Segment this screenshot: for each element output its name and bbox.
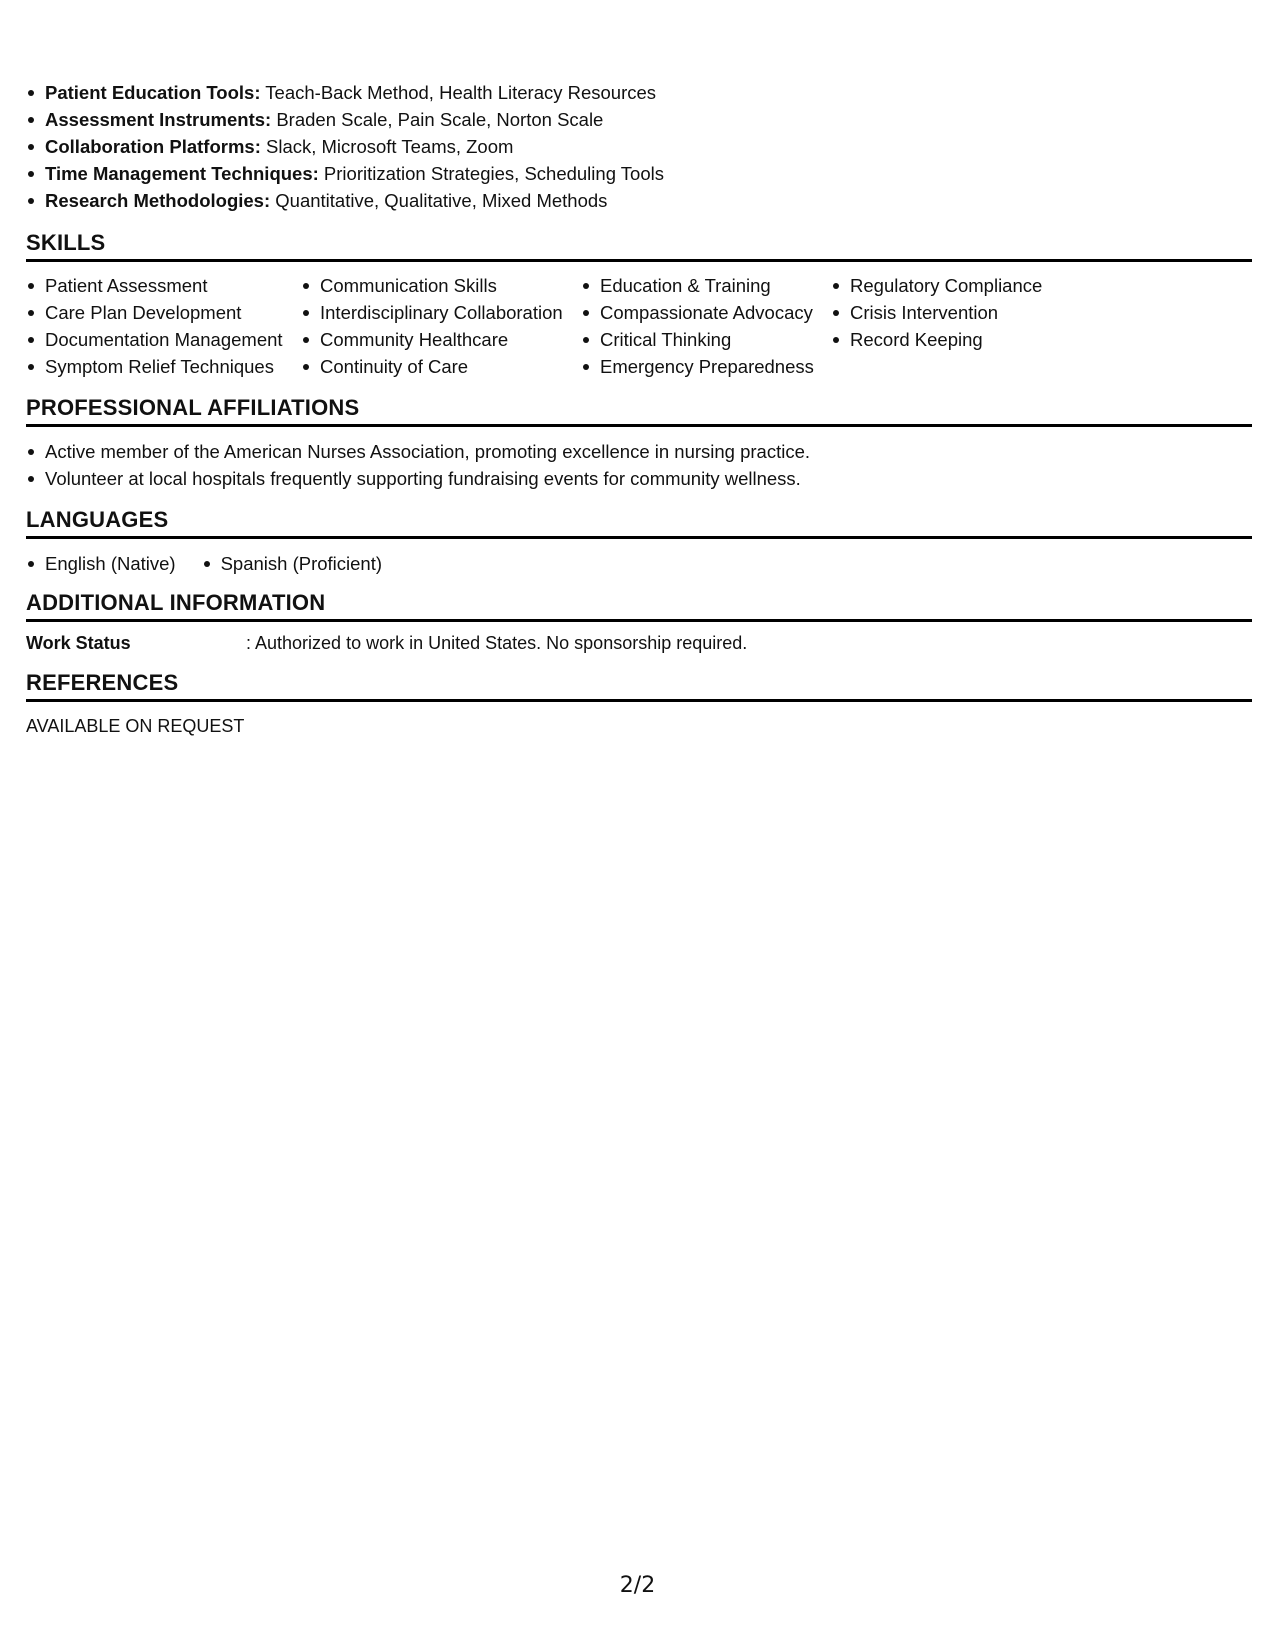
additional-info-heading: ADDITIONAL INFORMATION (26, 589, 1252, 622)
tools-term: Time Management Techniques: (45, 163, 319, 184)
tools-item (26, 133, 664, 160)
tools-term: Assessment Instruments: (45, 109, 272, 130)
affiliation-item: Active member of the American Nurses Association, promoting excellence in nursing practice. (26, 438, 810, 465)
skills-column (831, 272, 1091, 380)
skill-item: Regulatory Compliance (831, 272, 1091, 299)
skill-item: Continuity of Care (301, 353, 581, 380)
affiliations-list (26, 438, 810, 492)
skills-grid (26, 272, 1091, 380)
skills-column (26, 272, 301, 380)
skill-item: Crisis Intervention (831, 299, 1091, 326)
tools-list (26, 79, 664, 214)
skill-item: Interdisciplinary Collaboration (301, 299, 581, 326)
tools-item (26, 187, 664, 214)
skills-column (301, 272, 581, 380)
skill-item: Documentation Management (26, 326, 301, 353)
skill-item: Patient Assessment (26, 272, 301, 299)
tools-item (26, 79, 664, 106)
tools-item (26, 160, 664, 187)
skill-item: Communication Skills (301, 272, 581, 299)
skill-item: Community Healthcare (301, 326, 581, 353)
affiliations-heading: PROFESSIONAL AFFILIATIONS (26, 394, 1252, 427)
tools-term: Collaboration Platforms: (45, 136, 261, 157)
language-item: English (Native) (26, 550, 176, 577)
work-status-label: Work Status (26, 633, 131, 653)
skill-item: Care Plan Development (26, 299, 301, 326)
tools-item (26, 106, 664, 133)
skill-item: Symptom Relief Techniques (26, 353, 301, 380)
work-status-value: : Authorized to work in United States. No sponsorship required. (246, 633, 748, 653)
tools-value: Quantitative, Qualitative, Mixed Methods (270, 190, 608, 211)
languages-list (26, 550, 408, 577)
skill-item: Emergency Preparedness (581, 353, 831, 380)
skill-item: Critical Thinking (581, 326, 831, 353)
skills-column (581, 272, 831, 380)
references-text: AVAILABLE ON REQUEST (26, 716, 245, 736)
tools-value: Slack, Microsoft Teams, Zoom (260, 136, 514, 157)
skill-item: Compassionate Advocacy (581, 299, 831, 326)
tools-value: Teach-Back Method, Health Literacy Resources (260, 82, 657, 103)
tools-value: Prioritization Strategies, Scheduling Tools (318, 163, 664, 184)
languages-heading: LANGUAGES (26, 506, 1252, 539)
skills-heading: SKILLS (26, 229, 1252, 262)
skill-item: Education & Training (581, 272, 831, 299)
references-heading: REFERENCES (26, 669, 1252, 702)
tools-term: Research Methodologies: (45, 190, 271, 211)
skill-item: Record Keeping (831, 326, 1091, 353)
language-item: Spanish (Proficient) (202, 550, 382, 577)
page-number: 2/2 (619, 1573, 656, 1598)
affiliation-item: Volunteer at local hospitals frequently supporting fundraising events for community wellness. (26, 465, 810, 492)
tools-value: Braden Scale, Pain Scale, Norton Scale (271, 109, 604, 130)
work-status-row (26, 630, 747, 656)
tools-term: Patient Education Tools: (45, 82, 261, 103)
